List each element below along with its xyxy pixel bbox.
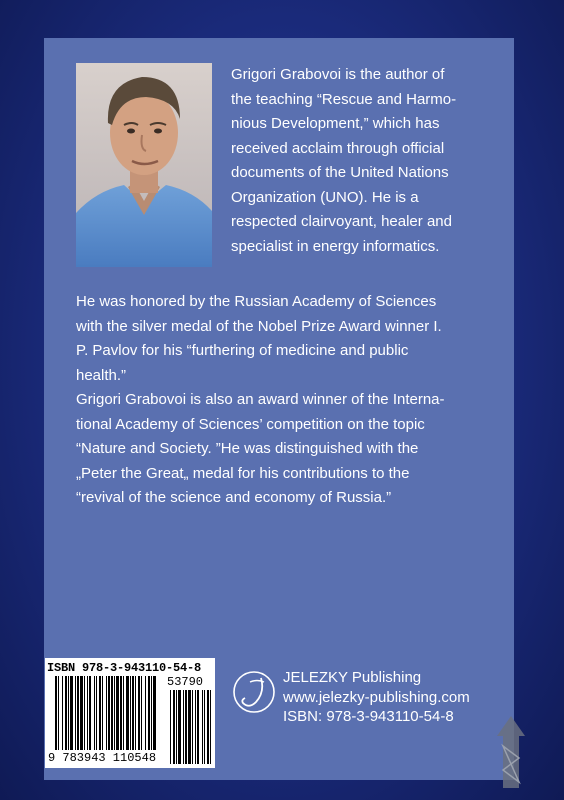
main-line: tional Academy of Sciences’ competition on the topic: [76, 415, 425, 433]
author-portrait-image: [76, 63, 212, 267]
intro-line: documents of the United Nations: [231, 164, 449, 181]
intro-line: Organization (UNO). He is a: [231, 188, 419, 206]
main-line: „Peter the Great„ medal for his contributions to the: [76, 464, 410, 482]
author-intro-text: [231, 63, 475, 259]
publisher-logo-icon: [232, 670, 276, 714]
intro-line: nious Development,” which has: [231, 115, 440, 132]
publisher-name: JELEZKY Publishing: [283, 669, 422, 686]
main-line: with the silver medal of the Nobel Prize Award winner I.: [76, 317, 442, 335]
main-line: P. Pavlov for his “furthering of medicine and public: [76, 342, 409, 359]
barcode-isbn-label: ISBN 978-3-943110-54-8: [47, 661, 202, 675]
main-line: health.”: [76, 366, 127, 384]
barcode-addon-digits: 53790: [167, 675, 204, 689]
main-line: Grigori Grabovoi is also an award winner of the Interna-: [76, 391, 445, 408]
isbn-barcode: [45, 658, 215, 768]
publisher-info: [283, 668, 470, 727]
publisher-url: www.jelezky-publishing.com: [283, 688, 470, 706]
publisher-isbn: ISBN: 978-3-943110-54-8: [283, 708, 454, 725]
main-line: He was honored by the Russian Academy of Sciences: [76, 293, 437, 310]
bookseller-badge-icon: [497, 716, 525, 788]
author-achievements-text: [76, 290, 474, 511]
main-line: “revival of the science and economy of Russia.”: [76, 489, 392, 506]
main-line: “Nature and Society. ”He was distinguished with the: [76, 440, 419, 457]
intro-line: Grigori Grabovoi is the author of: [231, 66, 445, 83]
intro-line: received acclaim through official: [231, 139, 445, 157]
barcode-ean-digits: 9 783943 110548: [48, 751, 157, 765]
intro-line: the teaching “Rescue and Harmo-: [231, 90, 457, 108]
intro-line: respected clairvoyant, healer and: [231, 213, 452, 230]
author-photo: [76, 63, 212, 267]
intro-line: specialist in energy informatics.: [231, 237, 440, 255]
